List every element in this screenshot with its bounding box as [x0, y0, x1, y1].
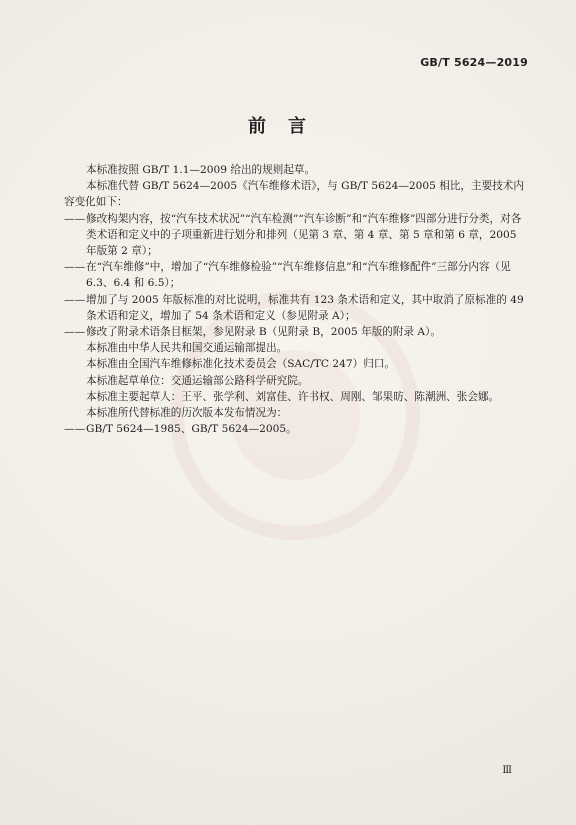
dash-marker: —— [64, 326, 86, 339]
history-item [64, 421, 528, 437]
standard-code: GB/T 5624—2019 [420, 56, 528, 69]
change-item [64, 324, 528, 340]
paragraph-drafting-unit: 本标准起草单位：交通运输部公路科学研究院。 [86, 374, 309, 387]
change-item [64, 292, 528, 324]
paragraph-replacement: 本标准代替 GB/T 5624—2005《汽车维修术语》，与 GB/T 5624—2005 相比，主要技术内容变化如下： [64, 180, 524, 209]
change-item-text: 修改构架内容，按“汽车技术状况”“汽车检测”“汽车诊断”和“汽车维修”四部分进行分类，对各类术语和定义中的子项重新进行划分和排列（见第 3 章、第 4 章、第 5 章和第 6 章，2005 年版第 2 章）； [86, 212, 522, 258]
paragraph-drafting-rules: 本标准按照 GB/T 1.1—2009 给出的规则起草。 [86, 164, 316, 176]
change-item [64, 259, 528, 291]
paragraph-committee: 本标准由全国汽车维修标准化技术委员会（SAC/TC 247）归口。 [86, 358, 395, 371]
dash-marker: —— [64, 423, 86, 436]
dash-marker: —— [64, 212, 86, 225]
dash-marker: —— [64, 261, 86, 274]
paragraph-drafters: 本标准主要起草人：王平、张学利、刘富佳、许书权、周刚、邹果昉、陈潮洲、张会娜。 [86, 390, 500, 403]
change-item [64, 211, 528, 260]
history-item-text: GB/T 5624—1985、GB/T 5624—2005。 [86, 423, 297, 436]
page-title: 前言 [248, 116, 328, 137]
foreword-body [64, 162, 528, 437]
change-item-text: 在“汽车维修”中，增加了“汽车维修检验”“汽车维修信息”和“汽车维修配件”三部分内容（见 6.3、6.4 和 6.5）； [86, 261, 511, 290]
page-number: Ⅲ [502, 765, 512, 776]
change-item-text: 增加了与 2005 年版标准的对比说明，标准共有 123 条术语和定义，其中取消了原标准的 49 条术语和定义，增加了 54 条术语和定义（参见附录 A）； [86, 293, 524, 322]
paragraph-history-intro: 本标准所代替标准的历次版本发布情况为： [86, 407, 288, 420]
dash-marker: —— [64, 293, 86, 306]
change-item-text: 修改了附录术语条目框架，参见附录 B（见附录 B，2005 年版的附录 A）。 [86, 326, 441, 339]
paragraph-proposer: 本标准由中华人民共和国交通运输部提出。 [86, 342, 288, 355]
